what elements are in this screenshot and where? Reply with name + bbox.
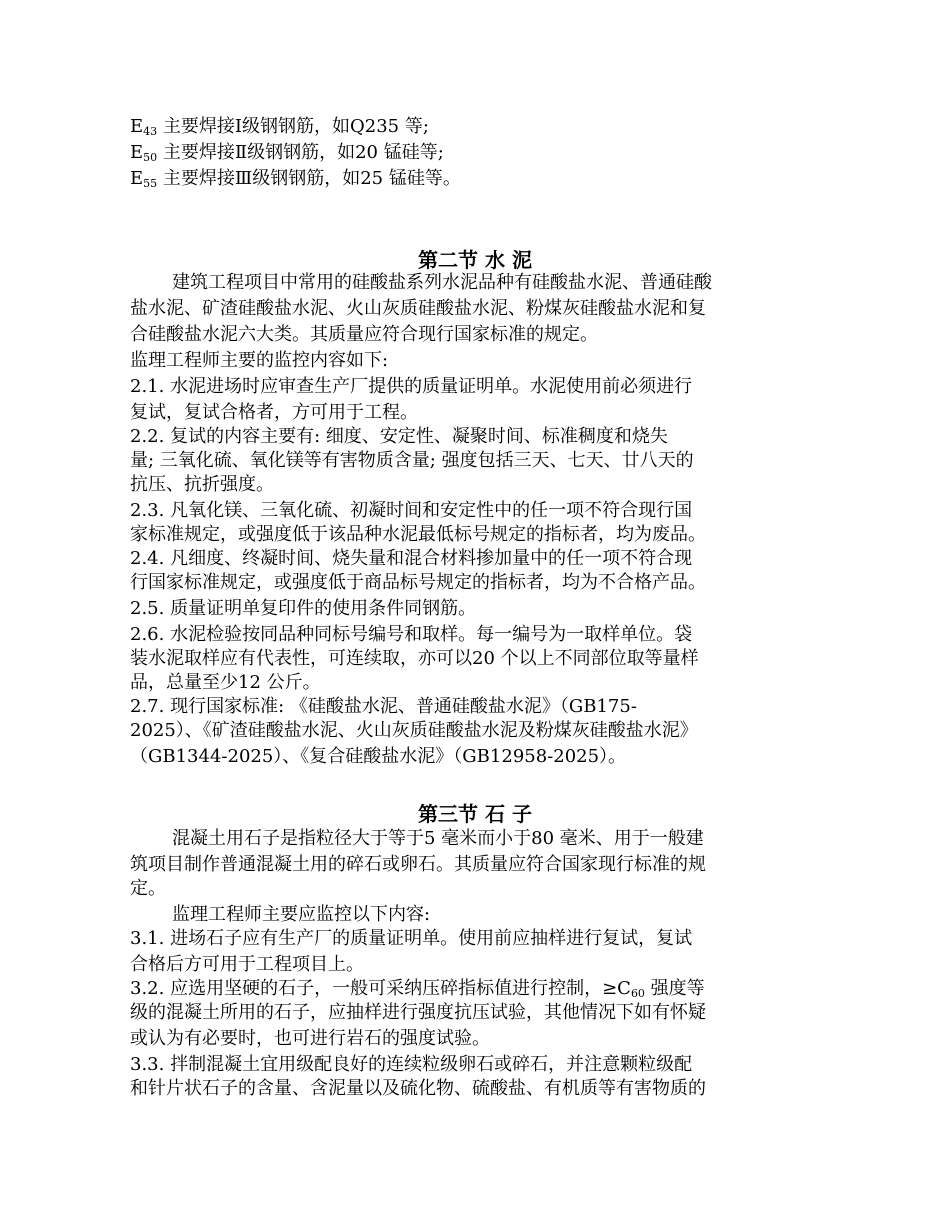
electrode-line: $E_{50}$ 主要焊接Ⅱ级钢钢筋，如20 锰硅等;: [130, 142, 444, 164]
paragraph-line: 3.3. 拌制混凝土宜用级配良好的连续粒级卵石或碎石，并注意颗粒级配: [130, 1054, 693, 1075]
paragraph-line: 复试，复试合格者，方可用于工程。: [130, 402, 418, 423]
paragraph-line: 装水泥取样应有代表性，可连续取，亦可以20 个以上不同部位取等量样: [130, 648, 699, 669]
section-2-title: 第二节 水 泥: [418, 248, 532, 272]
paragraph-line: 混凝土用石子是指粒径大于等于5 毫米而小于80 毫米、用于一般建: [172, 828, 704, 849]
paragraph-line: 2.2. 复试的内容主要有: 细度、安定性、凝聚时间、标准稠度和烧失: [130, 426, 668, 447]
paragraph-line: 抗压、抗折强度。: [130, 474, 274, 495]
paragraph-line: 2.3. 凡氧化镁、三氧化硫、初凝时间和安定性中的任一项不符合现行国: [130, 500, 693, 521]
paragraph-line: 监理工程师主要应监控以下内容:: [172, 904, 431, 925]
paragraph-line: 监理工程师主要的监控内容如下:: [130, 350, 389, 371]
paragraph-line: 2.6. 水泥检验按同品种同标号编号和取样。每一编号为一取样单位。袋: [130, 624, 693, 645]
paragraph-line: 3.2. 应选用坚硬的石子，一般可采纳压碎指标值进行控制，$\ge C_{60}$ 强度等: [130, 978, 705, 1000]
paragraph-line: 家标准规定，或强度低于该品种水泥最低标号规定的指标者，均为废品。: [130, 524, 706, 545]
paragraph-line: 建筑工程项目中常用的硅酸盐系列水泥品种有硅酸盐水泥、普通硅酸: [172, 272, 712, 293]
electrode-line: $E_{55}$ 主要焊接Ⅲ级钢钢筋，如25 锰硅等。: [130, 168, 461, 190]
paragraph-line: 级的混凝土所用的石子，应抽样进行强度抗压试验，其他情况下如有怀疑: [130, 1002, 706, 1023]
paragraph-line: 2.7. 现行国家标准: 《硅酸盐水泥、普通硅酸盐水泥》（GB175-: [130, 696, 637, 717]
paragraph-line: 和针片状石子的含量、含泥量以及硫化物、硫酸盐、有机质等有害物质的: [130, 1078, 706, 1099]
paragraph-line: 行国家标准规定，或强度低于商品标号规定的指标者，均为不合格产品。: [130, 572, 706, 593]
paragraph-line: 2025）、《矿渣硅酸盐水泥、火山灰质硅酸盐水泥及粉煤灰硅酸盐水泥》: [130, 720, 698, 741]
paragraph-line: 定。: [130, 878, 166, 899]
paragraph-line: 2.1. 水泥进场时应审查生产厂提供的质量证明单。水泥使用前必须进行: [130, 376, 693, 397]
electrode-line: $E_{43}$ 主要焊接Ⅰ级钢钢筋，如Q235 等;: [130, 116, 429, 138]
paragraph-line: 合硅酸盐水泥六大类。其质量应符合现行国家标准的规定。: [130, 324, 598, 345]
paragraph-line: 量; 三氧化硫、氧化镁等有害物质含量; 强度包括三天、七天、廿八天的: [130, 450, 694, 471]
paragraph-line: 品，总量至少12 公斤。: [130, 672, 321, 693]
paragraph-line: 2.5. 质量证明单复印件的使用条件同钢筋。: [130, 598, 477, 619]
paragraph-line: 合格后方可用于工程项目上。: [130, 954, 364, 975]
paragraph-line: 或认为有必要时，也可进行岩石的强度试验。: [130, 1028, 490, 1049]
section-3-title: 第三节 石 子: [418, 802, 532, 826]
paragraph-line: 3.1. 进场石子应有生产厂的质量证明单。使用前应抽样进行复试，复试: [130, 928, 693, 949]
paragraph-line: （GB1344-2025）、《复合硅酸盐水泥》（GB12958-2025）。: [130, 746, 627, 767]
paragraph-line: 盐水泥、矿渣硅酸盐水泥、火山灰质硅酸盐水泥、粉煤灰硅酸盐水泥和复: [130, 298, 706, 319]
paragraph-line: 筑项目制作普通混凝土用的碎石或卵石。其质量应符合国家现行标准的规: [130, 854, 706, 875]
paragraph-line: 2.4. 凡细度、终凝时间、烧失量和混合材料掺加量中的任一项不符合现: [130, 548, 693, 569]
